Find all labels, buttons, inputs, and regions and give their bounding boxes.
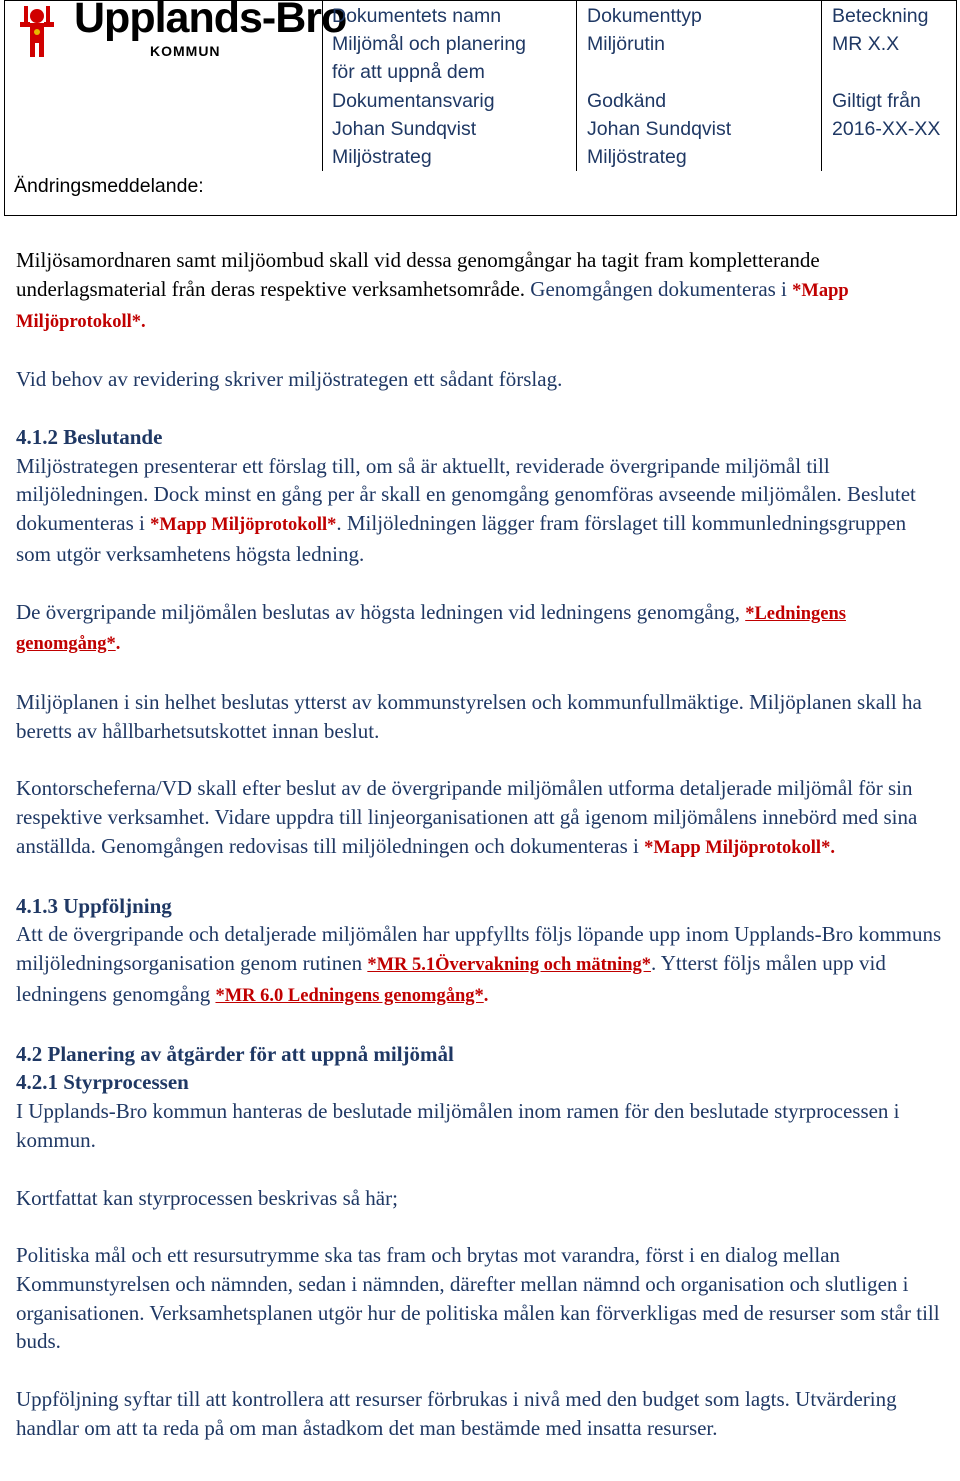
doc-type-label: Dokumenttyp bbox=[587, 5, 702, 27]
paragraph-text: Miljöledningen lägger fram förslaget till kommunledningsgruppen som utgör verksamhetens högsta ledning. bbox=[16, 511, 907, 566]
approved-label: Godkänd bbox=[587, 90, 667, 112]
paragraph bbox=[16, 452, 946, 569]
designation-value: MR X.X bbox=[832, 33, 900, 55]
reference-link[interactable]: *Ledningens genomgång* bbox=[16, 603, 846, 655]
doc-name-value: Miljömål och planering bbox=[332, 33, 527, 55]
paragraph bbox=[16, 598, 946, 660]
paragraph-text: Att de övergripande och detaljerade miljömålen har uppfyllts följs löpande upp inom Upplands-Bro kommuns miljöledningsorganisation genom rutinen bbox=[16, 922, 942, 976]
paragraph-text: Miljöstrategen presenterar ett förslag till, om så är aktuellt, reviderade övergripande miljömål till miljöledningen. bbox=[16, 453, 830, 507]
logo-subtitle: KOMMUN bbox=[150, 43, 221, 59]
paragraph bbox=[16, 246, 946, 336]
reference-link[interactable]: *Mapp Miljöprotokoll* bbox=[644, 837, 831, 858]
reference-link[interactable]: *Mapp Miljöprotokoll* bbox=[16, 280, 849, 332]
punctuation: . bbox=[830, 837, 835, 858]
logo-wordmark: Upplands-Bro bbox=[74, 0, 347, 42]
paragraph: Vid behov av revidering skriver miljöstrategen ett sådant förslag. bbox=[16, 367, 563, 392]
approved-role: Miljöstrateg bbox=[587, 146, 687, 168]
punctuation: . bbox=[483, 985, 489, 1006]
punctuation: . bbox=[336, 511, 342, 536]
section-heading: 4.1.3 Uppföljning bbox=[16, 893, 172, 918]
paragraph-text: Genomgången dokumenteras i bbox=[525, 276, 793, 301]
valid-from-label: Giltigt från bbox=[832, 90, 921, 112]
doc-name-value-cont: för att uppnå dem bbox=[332, 61, 485, 83]
punctuation: . bbox=[115, 634, 121, 655]
paragraph-text: Miljösamordnaren samt miljöombud skall vid dessa genomgångar ha tagit fram kompletterande underlagsmaterial från deras respektive verksamhetsområde. bbox=[16, 248, 820, 301]
divider bbox=[821, 1, 822, 171]
paragraph: I Upplands-Bro kommun hanteras de beslutade miljömålen inom ramen för den beslutade styrprocessen i kommun. bbox=[16, 1099, 900, 1152]
reference-link[interactable]: *MR 5.1Övervakning och mätning* bbox=[367, 955, 652, 976]
paragraph-text: De övergripande miljömålen beslutas av högsta ledningen vid ledningens genomgång, bbox=[16, 599, 746, 624]
document-body bbox=[16, 246, 946, 1471]
designation-label: Beteckning bbox=[832, 5, 929, 27]
paragraph: Uppföljning syftar till att kontrollera att resurser förbrukas i nivå med den budget som lagts. Utvärdering handlar om att ta reda på om man åstadkom det man bestämde med insatta resurser. bbox=[16, 1387, 897, 1440]
section-heading: 4.2.1 Styrprocessen bbox=[16, 1070, 189, 1095]
paragraph: Politiska mål och ett resursutrymme ska tas fram och brytas mot varandra, först i en dialog mellan Kommunstyrelsen och nämnden, sedan i nämnden, därefter mellan nämnd och organisation och slutligen i organisationen. Verksamhetsplanen utgör hur de politiska målen kan förverkligas med de resurser som står till buds. bbox=[16, 1243, 940, 1354]
paragraph: Miljöplanen i sin helhet beslutas ytterst av kommunstyrelsen och kommunfullmäktige. Miljöplanen skall ha beretts av hållbarhetsutskottet innan beslut. bbox=[16, 689, 922, 743]
valid-from-date: 2016-XX-XX bbox=[832, 118, 941, 140]
approved-name: Johan Sundqvist bbox=[587, 118, 732, 140]
reference-link[interactable]: *Mapp Miljöprotokoll* bbox=[150, 515, 337, 536]
owner-label: Dokumentansvarig bbox=[332, 90, 495, 112]
doc-type-value: Miljörutin bbox=[587, 33, 666, 55]
section-heading: 4.1.2 Beslutande bbox=[16, 424, 163, 449]
change-notice-label: Ändringsmeddelande: bbox=[14, 175, 204, 197]
owner-role: Miljöstrateg bbox=[332, 146, 432, 168]
divider bbox=[576, 1, 577, 171]
paragraph: Kortfattat kan styrprocessen beskrivas så här; bbox=[16, 1185, 398, 1210]
punctuation: . bbox=[141, 311, 146, 332]
owner-name: Johan Sundqvist bbox=[332, 118, 477, 140]
reference-link[interactable]: *MR 6.0 Ledningens genomgång* bbox=[215, 985, 484, 1006]
paragraph bbox=[16, 774, 946, 862]
section-heading: 4.2 Planering av åtgärder för att uppnå miljömål bbox=[16, 1041, 454, 1066]
paragraph-text: Kontorscheferna/VD skall efter beslut av de övergripande miljömålen utforma detaljerade miljömål för sin respektive verksamhet. Vidare uppdra till linjeorganisationen att gå igenom miljömålens innebörd med sina anställda. Genomgången redovisas till miljöledningen och dokumenteras i bbox=[16, 776, 918, 858]
municipality-logo-icon bbox=[14, 2, 60, 60]
paragraph bbox=[16, 920, 946, 1010]
paragraph-text: . Ytterst följs målen upp vid ledningens genomgång bbox=[16, 951, 886, 1006]
doc-name-label: Dokumentets namn bbox=[332, 5, 502, 27]
paragraph-text: Dock minst en gång per år skall en genomgång genomföras avseende miljömålen. Beslutet dokumenteras i bbox=[16, 482, 916, 536]
